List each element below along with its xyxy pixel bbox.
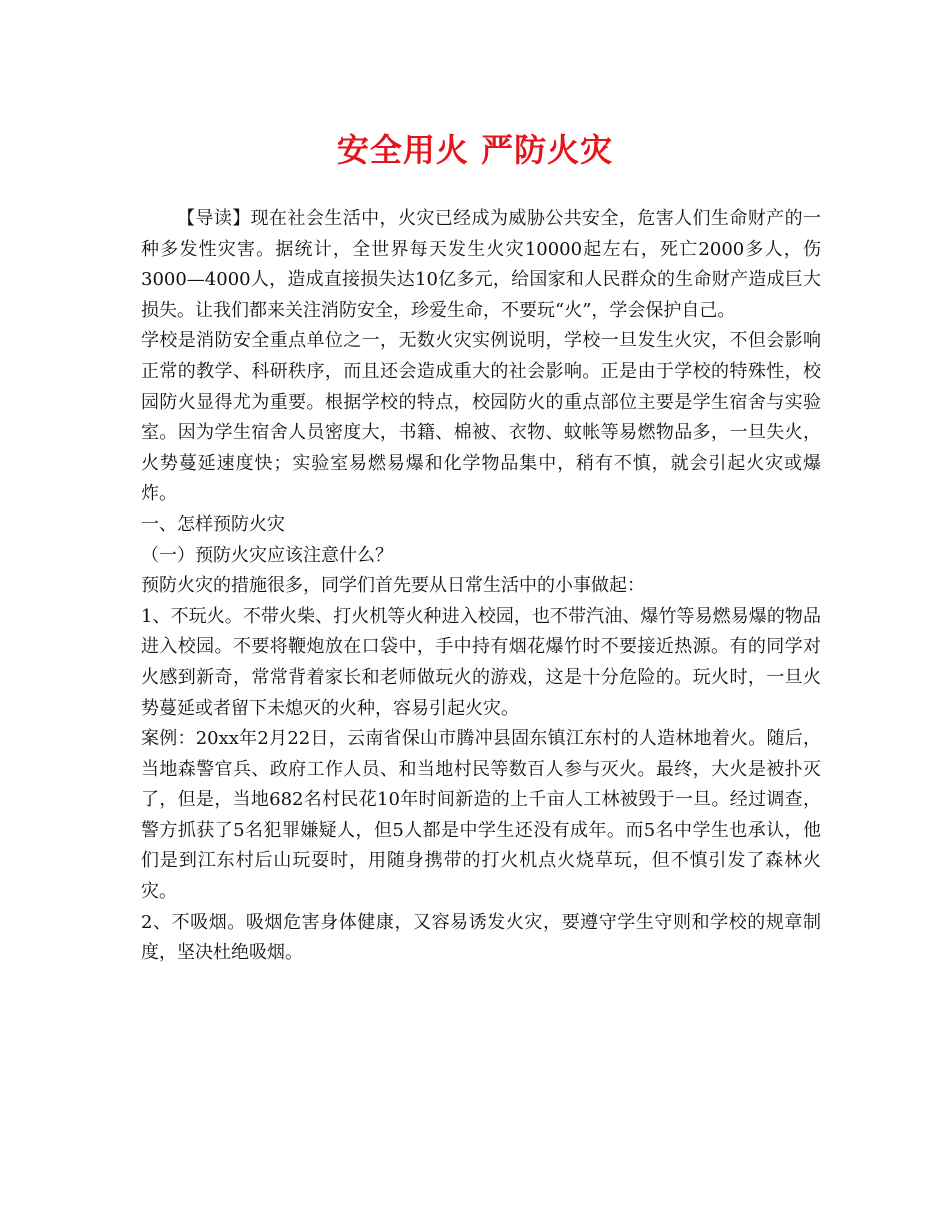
subsection-heading-attention: （一）预防火灾应该注意什么？ xyxy=(141,544,393,566)
paragraph-case-study: 案例：20xx年2月22日，云南省保山市腾冲县固东镇江东村的人造林地着火。随后，当地森警官兵、政府工作人员、和当地村民等数百人参与灭火。最终，大火是被扑灭了，但是，当地682名村民花10年时间新造的上千亩人工林被毁于一旦。经过调查，警方抓获了5名犯罪嫌疑人，但5人都是中学生还没有成年。而5名中学生也承认，他们是到江东村后山玩耍时，用随身携带的打火机点火烧草玩，但不慎引发了森林火灾。 xyxy=(141,728,821,903)
paragraph-intro: 【导读】现在社会生活中，火灾已经成为威胁公共安全，危害人们生命财产的一种多发性灾害。据统计，全世界每天发生火灾10000起左右，死亡2000多人，伤3000—4000人，造成直接损失达10亿多元，给国家和人民群众的生命财产造成巨大损失。让我们都来关注消防安全，珍爱生命，不要玩“火”，学会保护自己。 xyxy=(141,208,821,321)
section-heading-prevention: 一、怎样预防火灾 xyxy=(141,513,285,535)
document-body xyxy=(141,204,821,969)
list-item-no-smoking: 2、不吸烟。吸烟危害身体健康，又容易诱发火灾，要遵守学生守则和学校的规章制度，坚决杜绝吸烟。 xyxy=(141,911,821,964)
document-title: 安全用火 严防火灾 xyxy=(336,131,614,169)
paragraph-measures-intro: 预防火灾的措施很多，同学们首先要从日常生活中的小事做起： xyxy=(141,575,645,597)
list-item-no-playing-fire: 1、不玩火。不带火柴、打火机等火种进入校园，也不带汽油、爆竹等易燃易爆的物品进入校园。不要将鞭炮放在口袋中，手中持有烟花爆竹时不要接近热源。有的同学对火感到新奇，常常背着家长和老师做玩火的游戏，这是十分危险的。玩火时，一旦火势蔓延或者留下未熄灭的火种，容易引起火灾。 xyxy=(141,605,821,719)
paragraph-school-fire-safety: 学校是消防安全重点单位之一，无数火灾实例说明，学校一旦发生火灾，不但会影响正常的教学、科研秩序，而且还会造成重大的社会影响。正是由于学校的特殊性，校园防火显得尤为重要。根据学校的特点，校园防火的重点部位主要是学生宿舍与实验室。因为学生宿舍人员密度大，书籍、棉被、衣物、蚊帐等易燃物品多，一旦失火，火势蔓延速度快；实验室易燃易爆和化学物品集中，稍有不慎，就会引起火灾或爆炸。 xyxy=(141,330,821,505)
